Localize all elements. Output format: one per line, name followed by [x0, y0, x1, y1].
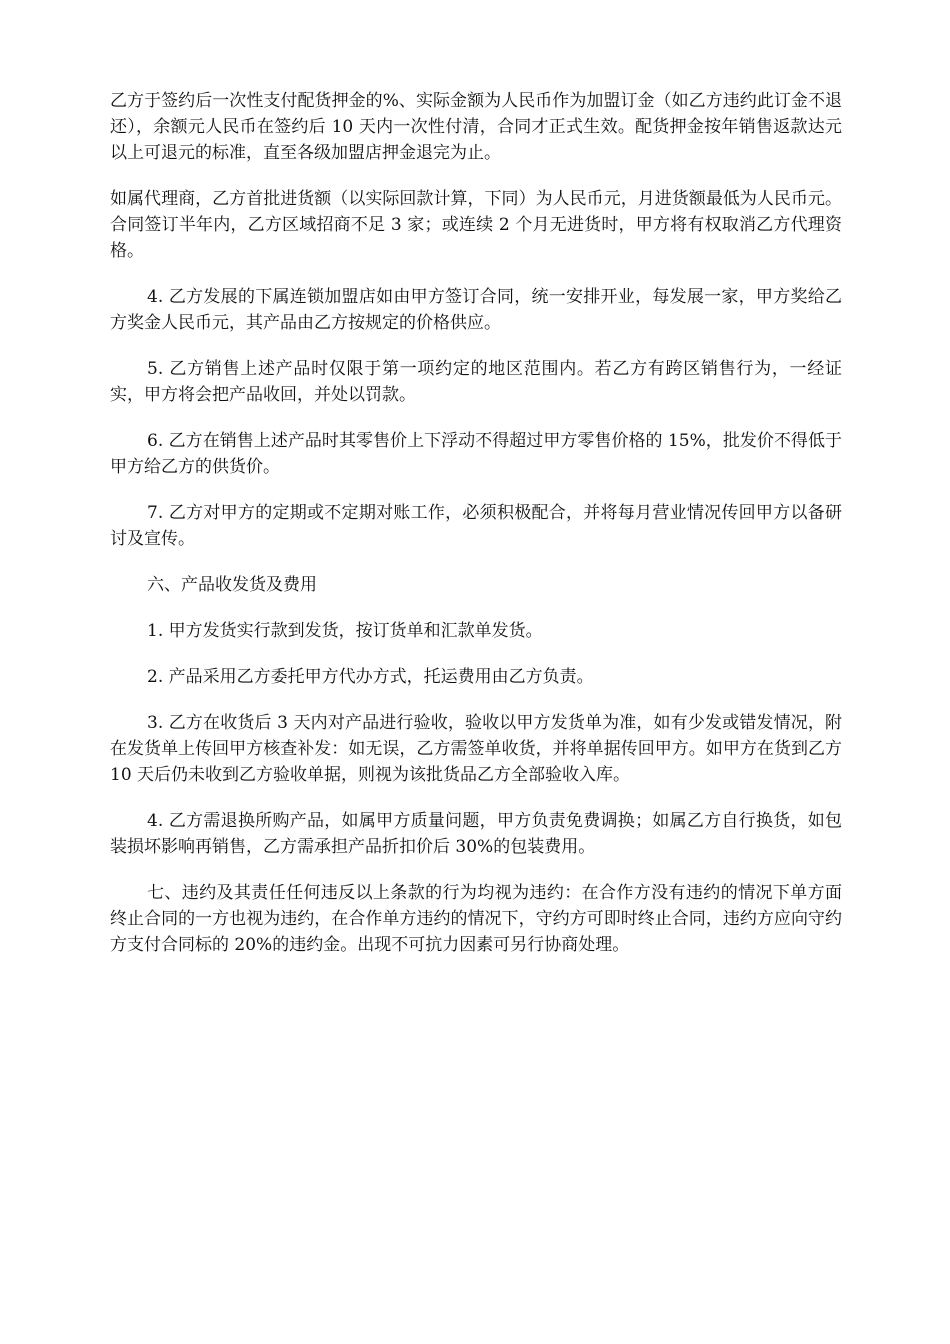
paragraph-shipping-2: 2. 产品采用乙方委托甲方代办方式，托运费用由乙方负责。	[147, 667, 594, 687]
paragraph-shipping-3: 3. 乙方在收货后 3 天内对产品进行验收，验收以甲方发货单为准，如有少发或错发情况，附在发货单上传回甲方核查补发：如无误，乙方需签单收货，并将单据传回甲方。如甲方在货到乙方 10 天后仍未收到乙方验收单据，则视为该批货品乙方全部验收入库。	[110, 713, 842, 785]
document-page	[110, 88, 842, 978]
paragraph-shipping-1: 1. 甲方发货实行款到发货，按订货单和汇款单发货。	[147, 621, 543, 641]
paragraph-clause-7: 7. 乙方对甲方的定期或不定期对账工作，必须积极配合，并将每月营业情况传回甲方以备研讨及宣传。	[110, 503, 842, 549]
paragraph-deposit: 乙方于签约后一次性支付配货押金的%、实际金额为人民币作为加盟订金（如乙方违约此订金不退还），余额元人民币在签约后 10 天内一次性付清，合同才正式生效。配货押金按年销售返款达元以上可退元的标准，直至各级加盟店押金退完为止。	[110, 91, 842, 163]
paragraph-clause-4: 4. 乙方发展的下属连锁加盟店如由甲方签订合同，统一安排开业，每发展一家，甲方奖给乙方奖金人民币元，其产品由乙方按规定的价格供应。	[110, 287, 842, 333]
section-heading-shipping: 六、产品收发货及费用	[147, 575, 317, 595]
paragraph-clause-6: 6. 乙方在销售上述产品时其零售价上下浮动不得超过甲方零售价格的 15%，批发价不得低于甲方给乙方的供货价。	[110, 431, 842, 477]
paragraph-breach: 七、违约及其责任任何违反以上条款的行为均视为违约：在合作方没有违约的情况下单方面终止合同的一方也视为违约，在合作单方违约的情况下，守约方可即时终止合同，违约方应向守约方支付合同标的 20%的违约金。出现不可抗力因素可另行协商处理。	[110, 883, 842, 955]
paragraph-shipping-4: 4. 乙方需退换所购产品，如属甲方质量问题，甲方负责免费调换；如属乙方自行换货，如包装损坏影响再销售，乙方需承担产品折扣价后 30%的包装费用。	[110, 811, 842, 857]
paragraph-clause-5: 5. 乙方销售上述产品时仅限于第一项约定的地区范围内。若乙方有跨区销售行为，一经证实，甲方将会把产品收回，并处以罚款。	[110, 359, 842, 405]
paragraph-agent: 如属代理商，乙方首批进货额（以实际回款计算，下同）为人民币元，月进货额最低为人民币元。合同签订半年内，乙方区域招商不足 3 家；或连续 2 个月无进货时，甲方将有权取消乙方代理资格。	[110, 189, 842, 261]
